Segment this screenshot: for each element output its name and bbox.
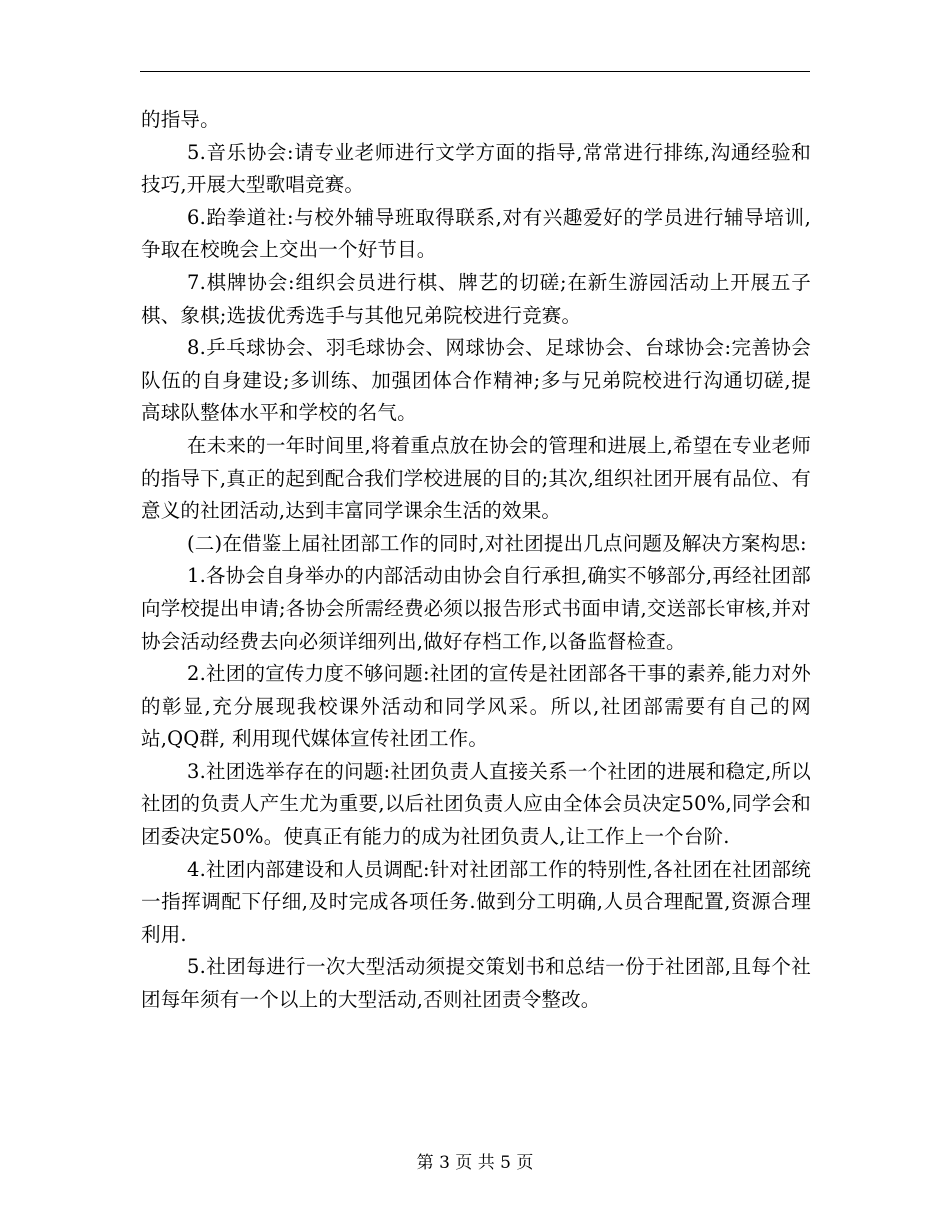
paragraph: 5.音乐协会:请专业老师进行文学方面的指导,常常进行排练,沟通经验和技巧,开展大型歌唱竞赛。 [141,140,811,197]
page-footer [0,1151,950,1175]
document-body [141,104,811,1017]
paragraph: 8.乒乓球协会、羽毛球协会、网球协会、足球协会、台球协会:完善协会队伍的自身建设;多训练、加强团体合作精神;多与兄弟院校进行沟通切磋,提高球队整体水平和学校的名气。 [141,336,811,425]
paragraph: 7.棋牌协会:组织会员进行棋、牌艺的切磋;在新生游园活动上开展五子棋、象棋;选拔优秀选手与其他兄弟院校进行竞赛。 [141,270,811,327]
header-rule [140,71,810,72]
paragraph: 6.跆拳道社:与校外辅导班取得联系,对有兴趣爱好的学员进行辅导培训,争取在校晚会上交出一个好节目。 [141,205,811,262]
paragraph: 的指导。 [141,108,220,131]
paragraph: 在未来的一年时间里,将着重点放在协会的管理和进展上,希望在专业老师的指导下,真正的起到配合我们学校进展的目的;其次,组织社团开展有品位、有意义的社团活动,达到丰富同学课余生活的效果。 [141,433,811,523]
paragraph: 2.社团的宣传力度不够问题:社团的宣传是社团部各干事的素养,能力对外的彰显,充分展现我校课外活动和同学风采。所以,社团部需要有自己的网站,QQ群, 利用现代媒体宣传社团工作。 [141,662,811,751]
paragraph: 1.各协会自身举办的内部活动由协会自行承担,确实不够部分,再经社团部向学校提出申请;各协会所需经费必须以报告形式书面申请,交送部长审核,并对协会活动经费去向必须详细列出,做好存档工作,以备监督检查。 [141,564,811,653]
paragraph: 4.社团内部建设和人员调配:针对社团部工作的特别性,各社团在社团部统一指挥调配下仔细,及时完成各项任务.做到分工明确,人员合理配置,资源合理利用. [141,857,811,946]
paragraph: 3.社团选举存在的问题:社团负责人直接关系一个社团的进展和稳定,所以社团的负责人产生尤为重要,以后社团负责人应由全体会员决定50%,同学会和团委决定50%。使真正有能力的成为社团负责人,让工作上一个台阶. [141,759,811,849]
page-number: 第 3 页 共 5 页 [416,1153,534,1173]
paragraph: (二)在借鉴上届社团部工作的同时,对社团提出几点问题及解决方案构思: [187,531,807,555]
paragraph: 5.社团每进行一次大型活动须提交策划书和总结一份于社团部,且每个社团每年须有一个以上的大型活动,否则社团责令整改。 [141,955,811,1012]
